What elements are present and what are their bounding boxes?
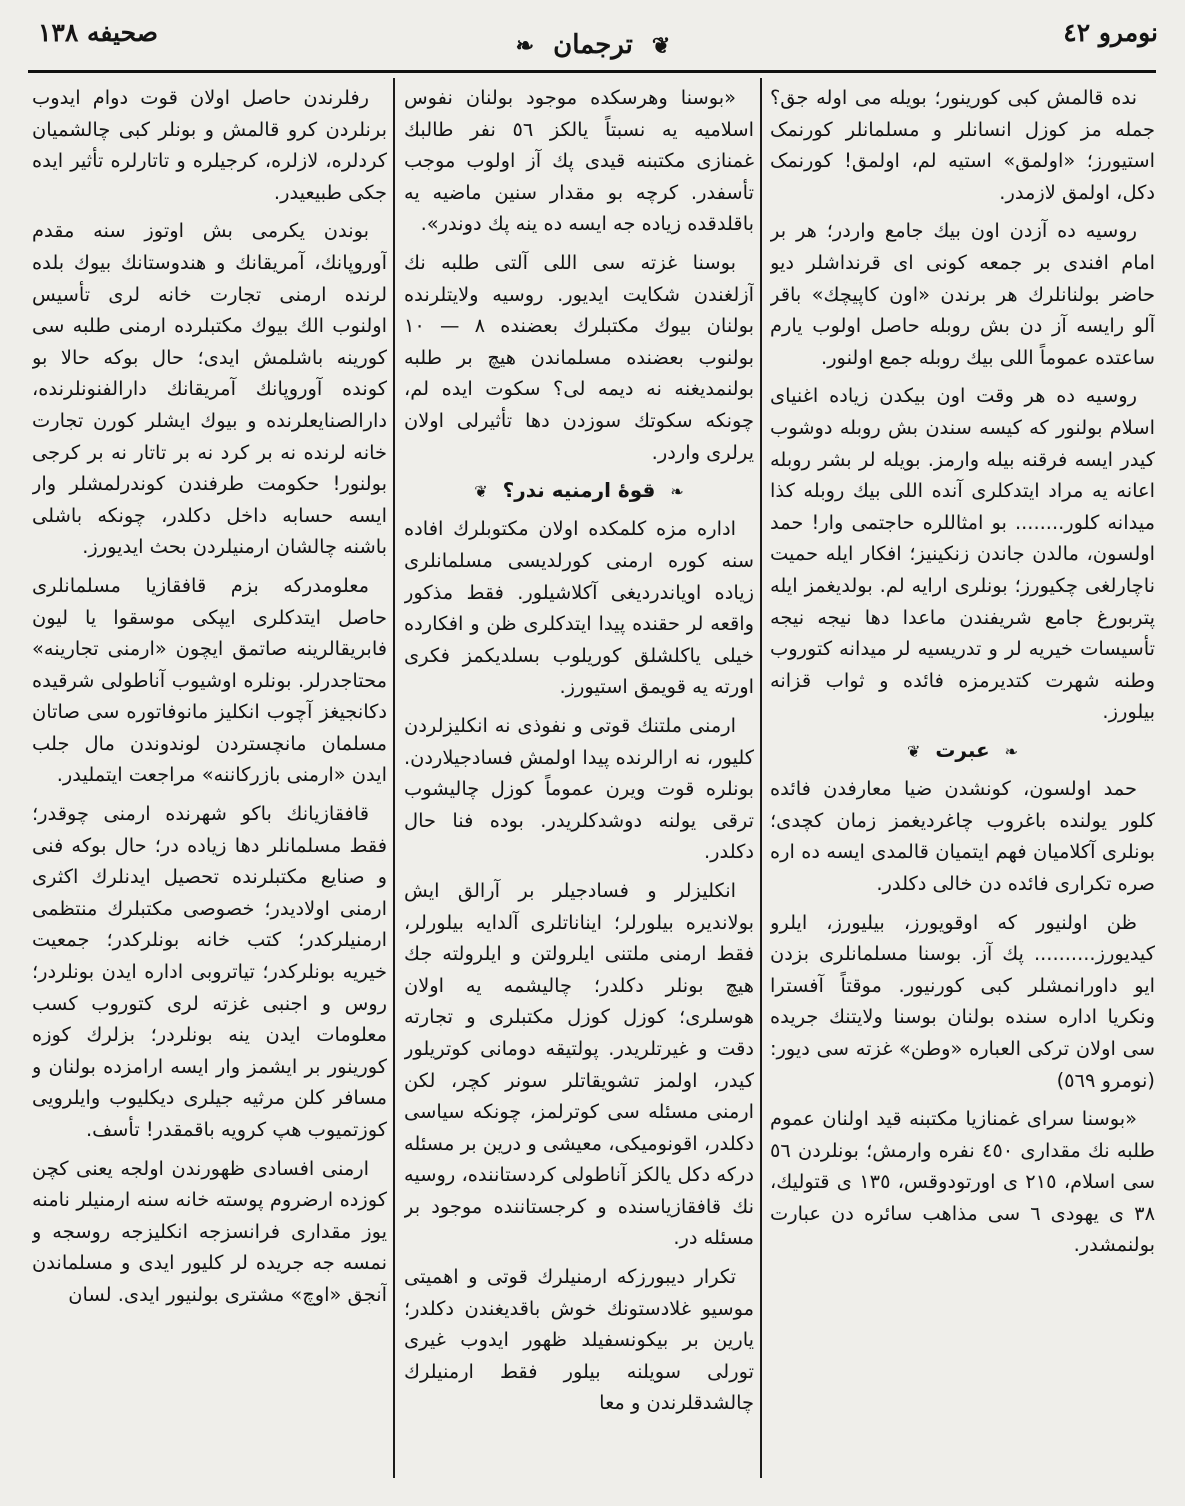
page-header	[28, 8, 1158, 70]
paragraph: ارمنی افسادی ظهورندن اولجه یعنی کچن کوزده ارضروم پوسته خانه سنه ارمنیلر نامنه یوز مقداری فرانسزجه انکلیزجه روسجه و نمسه جه جریده لر کلیور ایدی و مسلماندن آنجق «اوچ» مشتری بولنیور ایدی. لسان	[32, 1156, 387, 1306]
paragraph: معلومدرکه بزم قافقازیا مسلمانلری حاصل ایتدکلری ایپکی موسقوا یا لیون فابریقالرینه صاتمق ایچون «ارمنی تجارینه» محتاجدرلر. بونلره اوشیوب آناطولی شرقیده دکانجیغز آچوب انکلیز مانوفاتوره سی صاتان مسلمان مانچستردن لوندوندن مال جلب ایدن «ارمنی بازرکاننه» مراجعت ایتملیدر.	[32, 573, 387, 787]
newspaper-title: ترجمان	[553, 30, 633, 60]
paragraph: بوندن یکرمی بش اوتوز سنه مقدم آوروپانك، آمریقانك و هندوستانك بیوك بلده لرنده ارمنی تجارت خانه لری تأسیس اولنوب الك بیوك مکتبلرده ارمنی طلبه سی کورینه باشلمش ایدی؛ حال بوکه حالا بو کونده آوروپانك آمریقانك دارالفنونلرنده، دارالصنایعلرنده و بیوك ایشلر کورن تجارت خانه لرنده نه بر کرد نه بر تاتار نه بر کرجی بولنور! حکومت طرفندن کوندرلمشلر وار ایسه حسابه داخل دکلدر، چونکه باشلی باشنه چالشان ارمنیلردن بحث ایدیورز.	[32, 219, 387, 559]
paragraph: اداره مزه کلمکده اولان مکتوبلرك افاده سنه کوره ارمنی کورلدیسی مسلمانلری زیاده اویاندردیغی آکلاشیلور. فقط مذکور واقعه لر حقنده پیدا ایتدکلری ظن و افکارده خیلی یاکلشلق کوریلوب بسلدیکمز فکری اورته یه قویمق استیورز.	[404, 517, 754, 699]
column-divider-left	[393, 78, 395, 1478]
paragraph: «بوسنا سرای غمنازیا مکتبنه قید اولنان عموم طلبه نك مقداری ٤٥٠ نفره وارمش؛ بونلردن ٥٦ سی اسلام، ٢١٥ ی اورتودوقس، ١٣٥ ی قتولیك، ٣٨ ی یهودی ٦ سی مذاهب سائره دن عبارت بولنمشدر.	[770, 1107, 1155, 1257]
ornament-icon: ❧	[1004, 741, 1019, 761]
paragraph: روسیه ده آزدن اون بیك جامع واردر؛ هر بر امام افندی بر جمعه کونی ای قرنداشلر دیو حاضر بولنانلرك هر برندن «اون کاپیچك» باقر آلو رایسه آز دن بش روبله حاصل اولوب یارم ساعتده عموماً اللی بیك روبله جمع اولنور.	[770, 219, 1155, 369]
paragraph: تکرار دیبورزکه ارمنیلرك قوتی و اهمیتی موسیو غلادستونك خوش باقدیغندن دکلدر؛ یارین بر بیکونسفیلد ظهور ایدوب غیری تورلی سویلنه بیلور فقط ارمنیلرك چالشدقلرندن و معا	[404, 1265, 754, 1415]
paragraph: ارمنی ملتنك قوتی و نفوذی نه انکلیزلردن کلیور، نه ارالرنده پیدا اولمش فسادجیلاردن. بونلره قوت ویرن عموماً کوزل چالیشوب ترقی یولنه دوشدکلریدر. بوده فنا حال دکلدر.	[404, 713, 754, 864]
column-divider-right	[760, 78, 762, 1478]
paragraph: ظن اولنیور که اوقویورز، بیلیورز، ایلرو کیدیورز.......... پك آز. بوسنا مسلمانلری بزدن ایو داورانمشلر کبی کورنیور. موقتاً آفسترا ونکریا اداره سنده بولنان بوسنا ولایتنك جریده سی اولان ترکی العباره «وطن» غزته سی دیور: (نومرو ٥٦٩)	[770, 910, 1155, 1092]
ornament-left-icon: ❦	[651, 33, 671, 59]
paragraph: رفلرندن حاصل اولان قوت دوام ایدوب برنلردن کرو قالمش و بونلر کبی چالشمیان کردلره، لازلره، کرجیلره و تاتارلره تأثیر ایده جکی طبیعیدر.	[32, 86, 387, 204]
issue-number: نومرو ٤٢	[1063, 18, 1158, 47]
ornament-icon: ❦	[474, 481, 488, 501]
paragraph: حمد اولسون، کونشدن ضیا معارفدن فائده کلور یولنده باغروب چاغردیغمز زمان کچدی؛ بونلری آکلامیان فهم ایتمیان قالمدی ایسه ده اره صره تکراری فائده دن خالی دکلدر.	[770, 777, 1155, 895]
section-heading-ibret	[770, 735, 1155, 767]
paragraph: روسیه ده هر وقت اون بیکدن زیاده اغنیای اسلام بولنور که کیسه سندن بش روبله دوشوب کیدر ایسه فرقنه بیله وارمز. بویله لر بشر روبله اعانه یه مراد ایتدکلری آنده اللی بیك روبله کذا میدانه کلور........ بو امثاللره حاجتمی وار! حمد اولسون، مالدن جاندن زنکینیز؛ افکار ایله حمیت ناچارلغی چکیورز؛ بونلری ارایه لم. بولدیغمز ایله پتربورغ جامع شریفندن ماعدا دها نیجه نیجه تأسیسات خیریه لر و تدریسیه لر میدانه کتوروب وطنه شهرت کتدیرمزه فائده و ثواب قزانه بیلورز.	[770, 384, 1155, 724]
paragraph: انکلیزلر و فسادجیلر بر آرالق ایش بولاندیره بیلورلر؛ ایناناتلری آلدایه بیلورلر، فقط ارمنی ملتنی ایلرولتن و ایلرولته جك هیچ بونلر دکلدر؛ چالیشمه یه اولان هوسلری؛ کوزل کوزل مکتبلری و تجارته دقت و غیرتلریدر. پولتیقه دومانی کوتریلور کیدر، اولمز تشویقاتلر سونر کچر، لکن ارمنی مسئله سی کوترلمز، چونکه سیاسی دکلدر، اقونومیکی، معیشی و درین بر مسئله درکه دکل یالکز آناطولی کردستاننده، روسیه نك قافقازیاسنده و کرجستاننده موجود بر مسئله در.	[404, 878, 754, 1250]
section-heading-armenian-power	[404, 475, 754, 507]
ornament-icon: ❧	[670, 481, 684, 501]
column-left	[32, 82, 387, 1492]
page-number: صحیفه ١٣٨	[38, 18, 158, 47]
header-rule	[28, 70, 1156, 73]
paragraph: نده قالمش کبی کورینور؛ بویله می اوله جق؟ جمله مز کوزل انسانلر و مسلمانلر کورنمک استیورز؛ «اولمق» استیه لم، اولمق! کورنمک دکل، اولمق لازمدر.	[770, 86, 1155, 204]
section-title: قوۀ ارمنیه ندر؟	[502, 478, 656, 503]
section-title: عبرت	[935, 737, 990, 762]
column-middle	[404, 82, 754, 1492]
paragraph: بوسنا غزته سی اللی آلتی طلبه نك آزلغندن شکایت ایدیور. روسیه ولایتلرنده بولنان بیوك مکتبلرك بعضنده ٨ — ١٠ بولنوب بعضنده مسلماندن هیچ بر طلبه بولنمدیغنه نه دیمه لی؟ سکوت ایده لم، چونکه سکوتك سوزدن دها تأثیرلی اولان یرلری واردر.	[404, 250, 754, 464]
paragraph: «بوسنا وهرسکده موجود بولنان نفوس اسلامیه یه نسبتاً یالکز ٥٦ نفر طالبك غمنازی مکتبنه قیدی پك آز اولوب موجب تأسفدر. کرچه بو مقدار سنین ماضیه یه باقلدقده زیاده جه ایسه ده ینه پك دوندر».	[404, 86, 754, 236]
paragraph: قافقازیانك باکو شهرنده ارمنی چوقدر؛ فقط مسلمانلر دها زیاده در؛ حال بوکه فنی و صنایع مکتبلرنده تحصیل ایدنلرك اکثری ارمنی اولادیدر؛ خصوصی مکتبلرك منتظمی ارمنیلرکدر؛ کتب خانه بونلرکدر؛ جمعیت خیریه بونلرکدر؛ تیاتروبی اداره ایدن بونلردر؛ روس و اجنبی غزته لری کتوروب کسب معلومات ایدن ینه بونلردر؛ بزلرك کوزه کورینور بر ایشمز وار ایسه ارامزده بولنان و مسافر کلن مرثیه جیلری دیکلیوب وایلرویی کوزتمیوب هپ کرویه باقمقدر! تأسف.	[32, 802, 387, 1141]
ornament-right-icon: ❧	[515, 33, 535, 59]
column-right	[770, 82, 1155, 1492]
masthead-title	[28, 30, 1158, 60]
ornament-icon: ❦	[906, 741, 921, 761]
